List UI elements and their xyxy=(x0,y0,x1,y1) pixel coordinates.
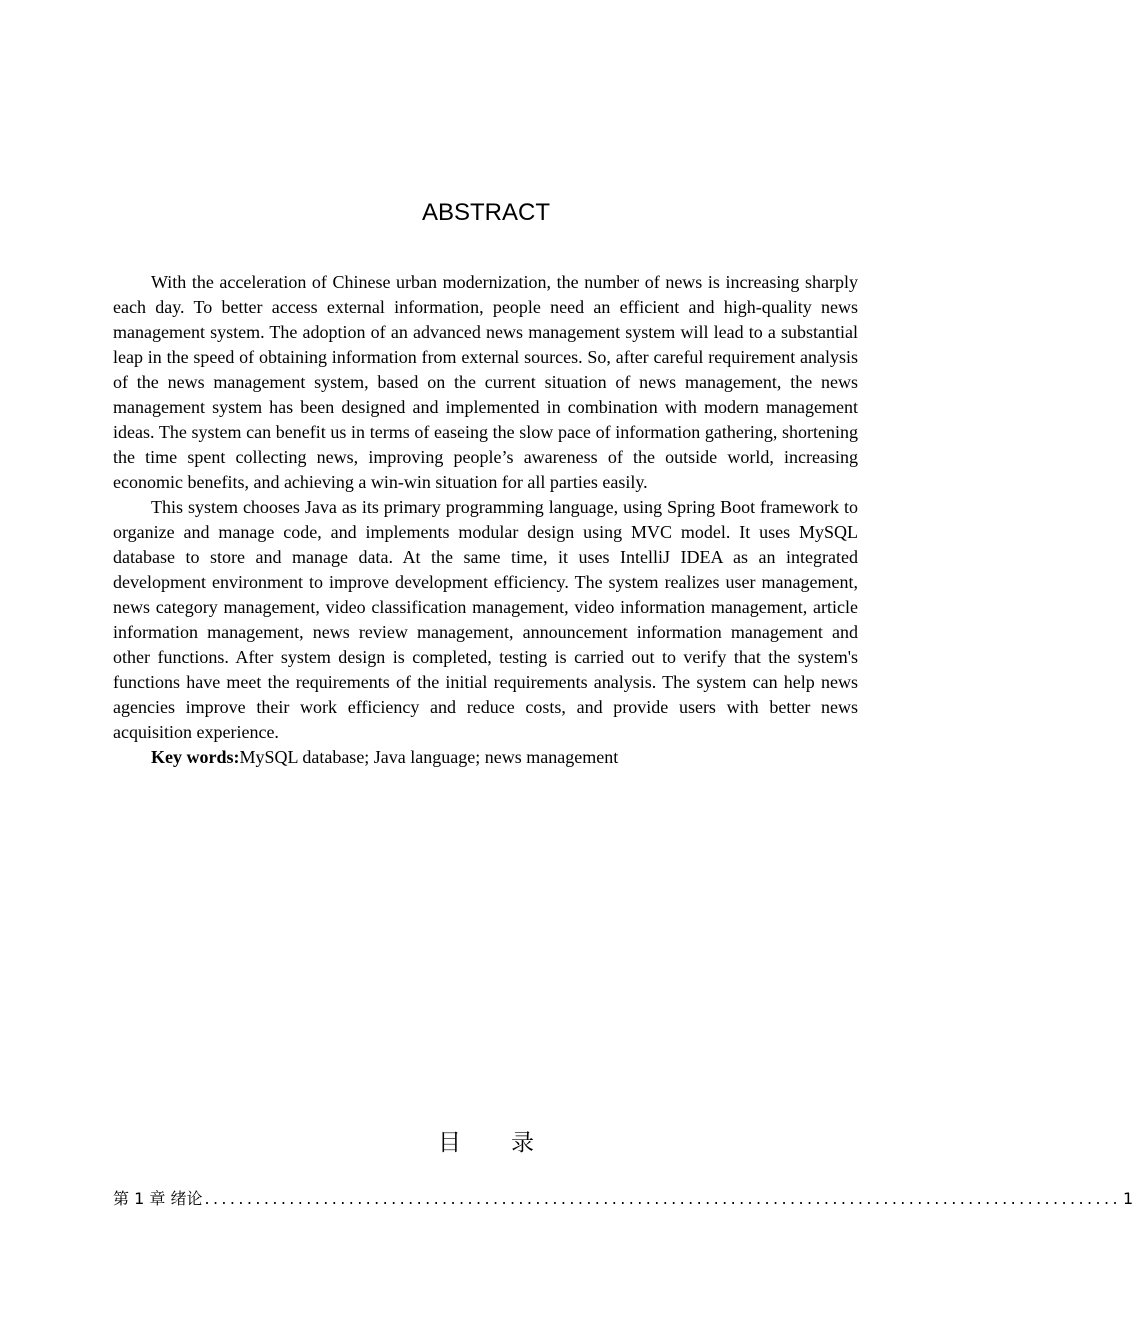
abstract-paragraph-2: This system chooses Java as its primary programming language, using Spring Boot framework to organize and manage code, and implements modular design using MVC model. It uses MySQL database to store and manage data. At the same time, it uses IntelliJ IDEA as an integrated development environment to improve development efficiency. The system realizes user management, news category management, video classification management, video information management, article information management, news review management, announcement information management and other functions. After system design is completed, testing is carried out to verify that the system's functions have meet the requirements of the initial requirements analysis. The system can help news agencies improve their work efficiency and reduce costs, and provide users with better news acquisition experience. xyxy=(113,497,858,742)
toc-entry-chapter-1[interactable] xyxy=(113,1188,1133,1210)
table-of-contents xyxy=(113,1188,1133,1210)
toc-title-part2: 录 xyxy=(511,1130,534,1156)
toc-entry-leader-dots: ............................................................................................................ xyxy=(204,1189,1121,1208)
toc-entry-label[interactable]: 第 1 章 绪论 xyxy=(113,1189,203,1208)
abstract-body xyxy=(113,270,858,770)
toc-title-part1: 目 xyxy=(438,1130,461,1156)
keywords-text: MySQL database; Java language; news management xyxy=(239,747,619,767)
toc-title xyxy=(0,1128,972,1158)
abstract-title: ABSTRACT xyxy=(421,199,550,226)
toc-entry-page-number[interactable]: 1 xyxy=(1122,1189,1133,1208)
abstract-paragraph-1: With the acceleration of Chinese urban modernization, the number of news is increasing sharply each day. To better access external information, people need an efficient and high-quality news management system. The adoption of an advanced news management system will lead to a substantial leap in the speed of obtaining information from external sources. So, after careful requirement analysis of the news management system, based on the current situation of news management, the news management system has been designed and implemented in combination with modern management ideas. The system can benefit us in terms of easeing the slow pace of information gathering, shortening the time spent collecting news, improving people’s awareness of the outside world, increasing economic benefits, and achieving a win-win situation for all parties easily. xyxy=(113,272,858,492)
keywords-line xyxy=(113,745,858,770)
keywords-label: Key words: xyxy=(151,747,240,767)
